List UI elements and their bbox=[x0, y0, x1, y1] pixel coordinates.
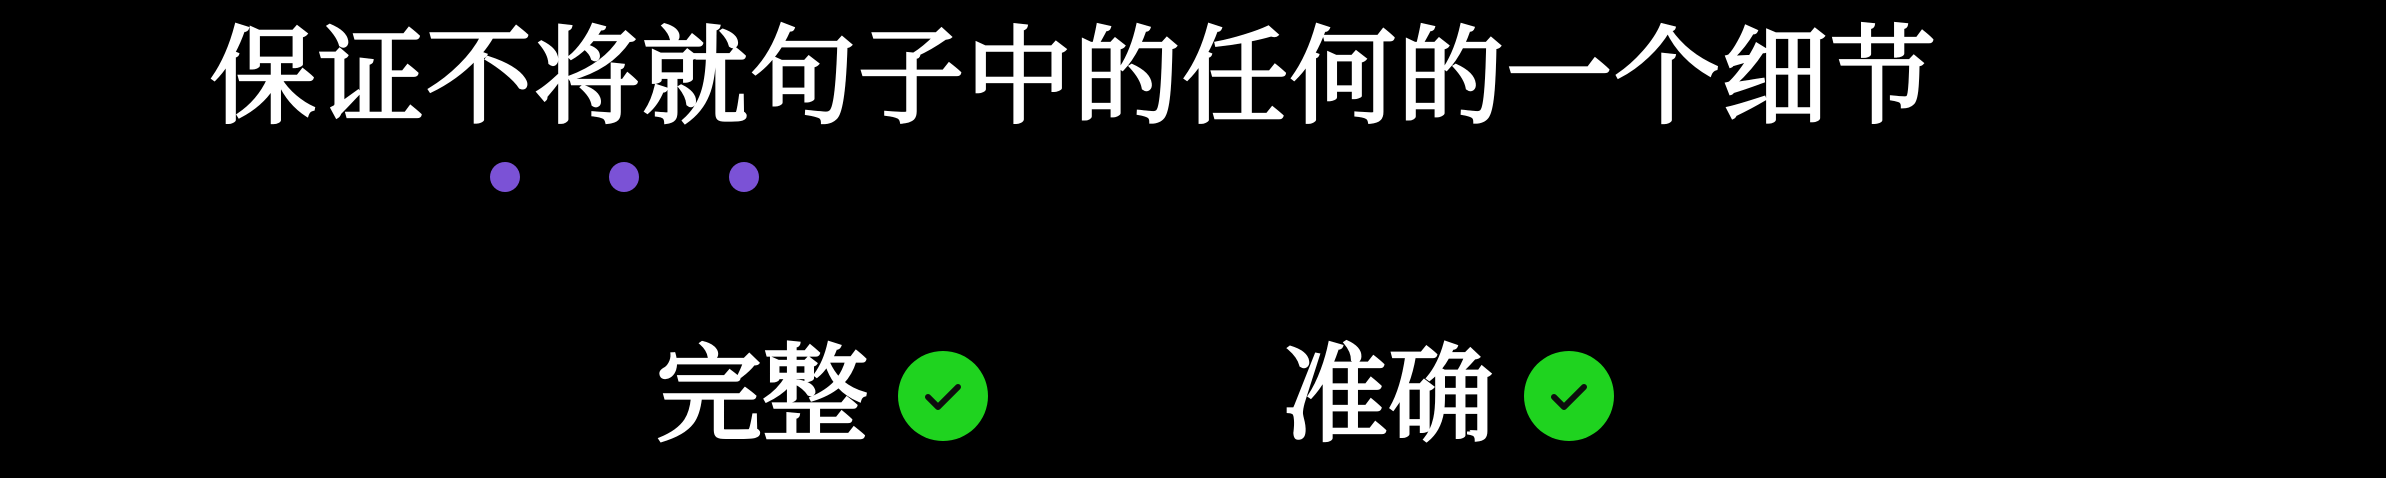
tag-complete bbox=[656, 336, 988, 456]
checkmark-circle-icon bbox=[1524, 351, 1614, 441]
progress-dot bbox=[490, 162, 520, 192]
headline: 保证不将就句子中的任何的一个细节 bbox=[210, 16, 1938, 139]
checkmark-circle-icon bbox=[898, 351, 988, 441]
progress-dot bbox=[729, 162, 759, 192]
tag-accurate bbox=[1282, 336, 1614, 456]
tag-label: 完整 bbox=[656, 334, 868, 457]
tag-label: 准确 bbox=[1282, 334, 1494, 457]
progress-dot bbox=[609, 162, 639, 192]
